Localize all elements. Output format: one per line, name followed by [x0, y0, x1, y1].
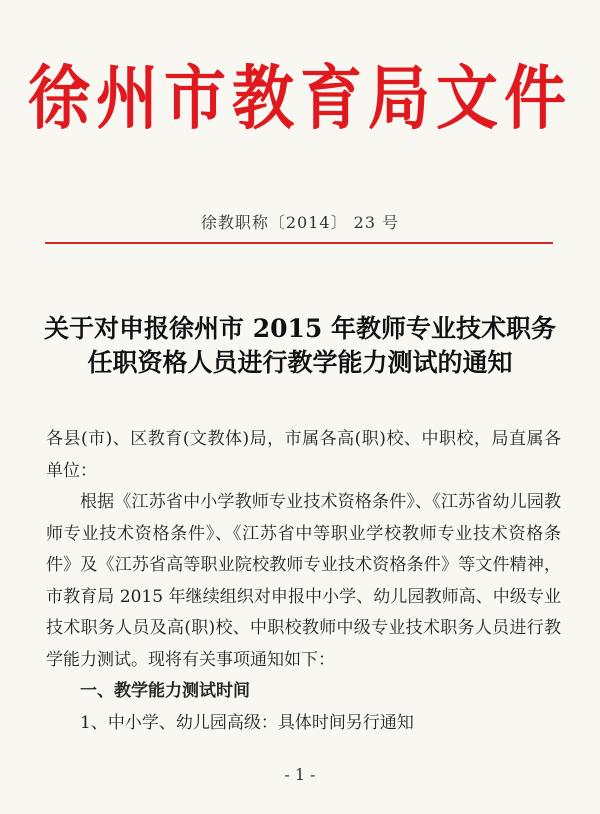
document-number: 徐教职称〔2014〕 23 号: [200, 213, 400, 232]
notice-title-line2: 任职资格人员进行教学能力测试的通知: [87, 348, 513, 377]
recipients: 各县(市)、区教育(文教体)局，市属各高(职)校、中职校，局直属各单位：: [46, 429, 561, 481]
document-header-title: 徐州市教育局文件: [27, 57, 572, 139]
paragraph: 根据《江苏省中小学教师专业技术资格条件》、《江苏省幼儿园教师专业技术资格条件》、《江苏省中等职业学校教师专业技术资格条件》及《江苏省高等职业院校教师专业技术资格条件》等文件精神，市教育局 2015 年继续组织对申报中小学、幼儿园教师高、中级专业技术职务人员及高(职)校、中职校教师中级专业技术职务人员进行教学能力测试。现将有关事项通知如下：: [46, 492, 561, 670]
list-item: 1、中小学、幼儿园高级：具体时间另行通知: [80, 712, 414, 733]
section-heading: 一、教学能力测试时间: [80, 681, 250, 701]
header-divider: [45, 242, 553, 244]
notice-title: [30, 312, 570, 380]
notice-title-line1: 关于对申报徐州市 2015 年教师专业技术职务: [44, 314, 556, 343]
page-number: - 1 -: [284, 765, 316, 784]
notice-body: [46, 424, 561, 739]
